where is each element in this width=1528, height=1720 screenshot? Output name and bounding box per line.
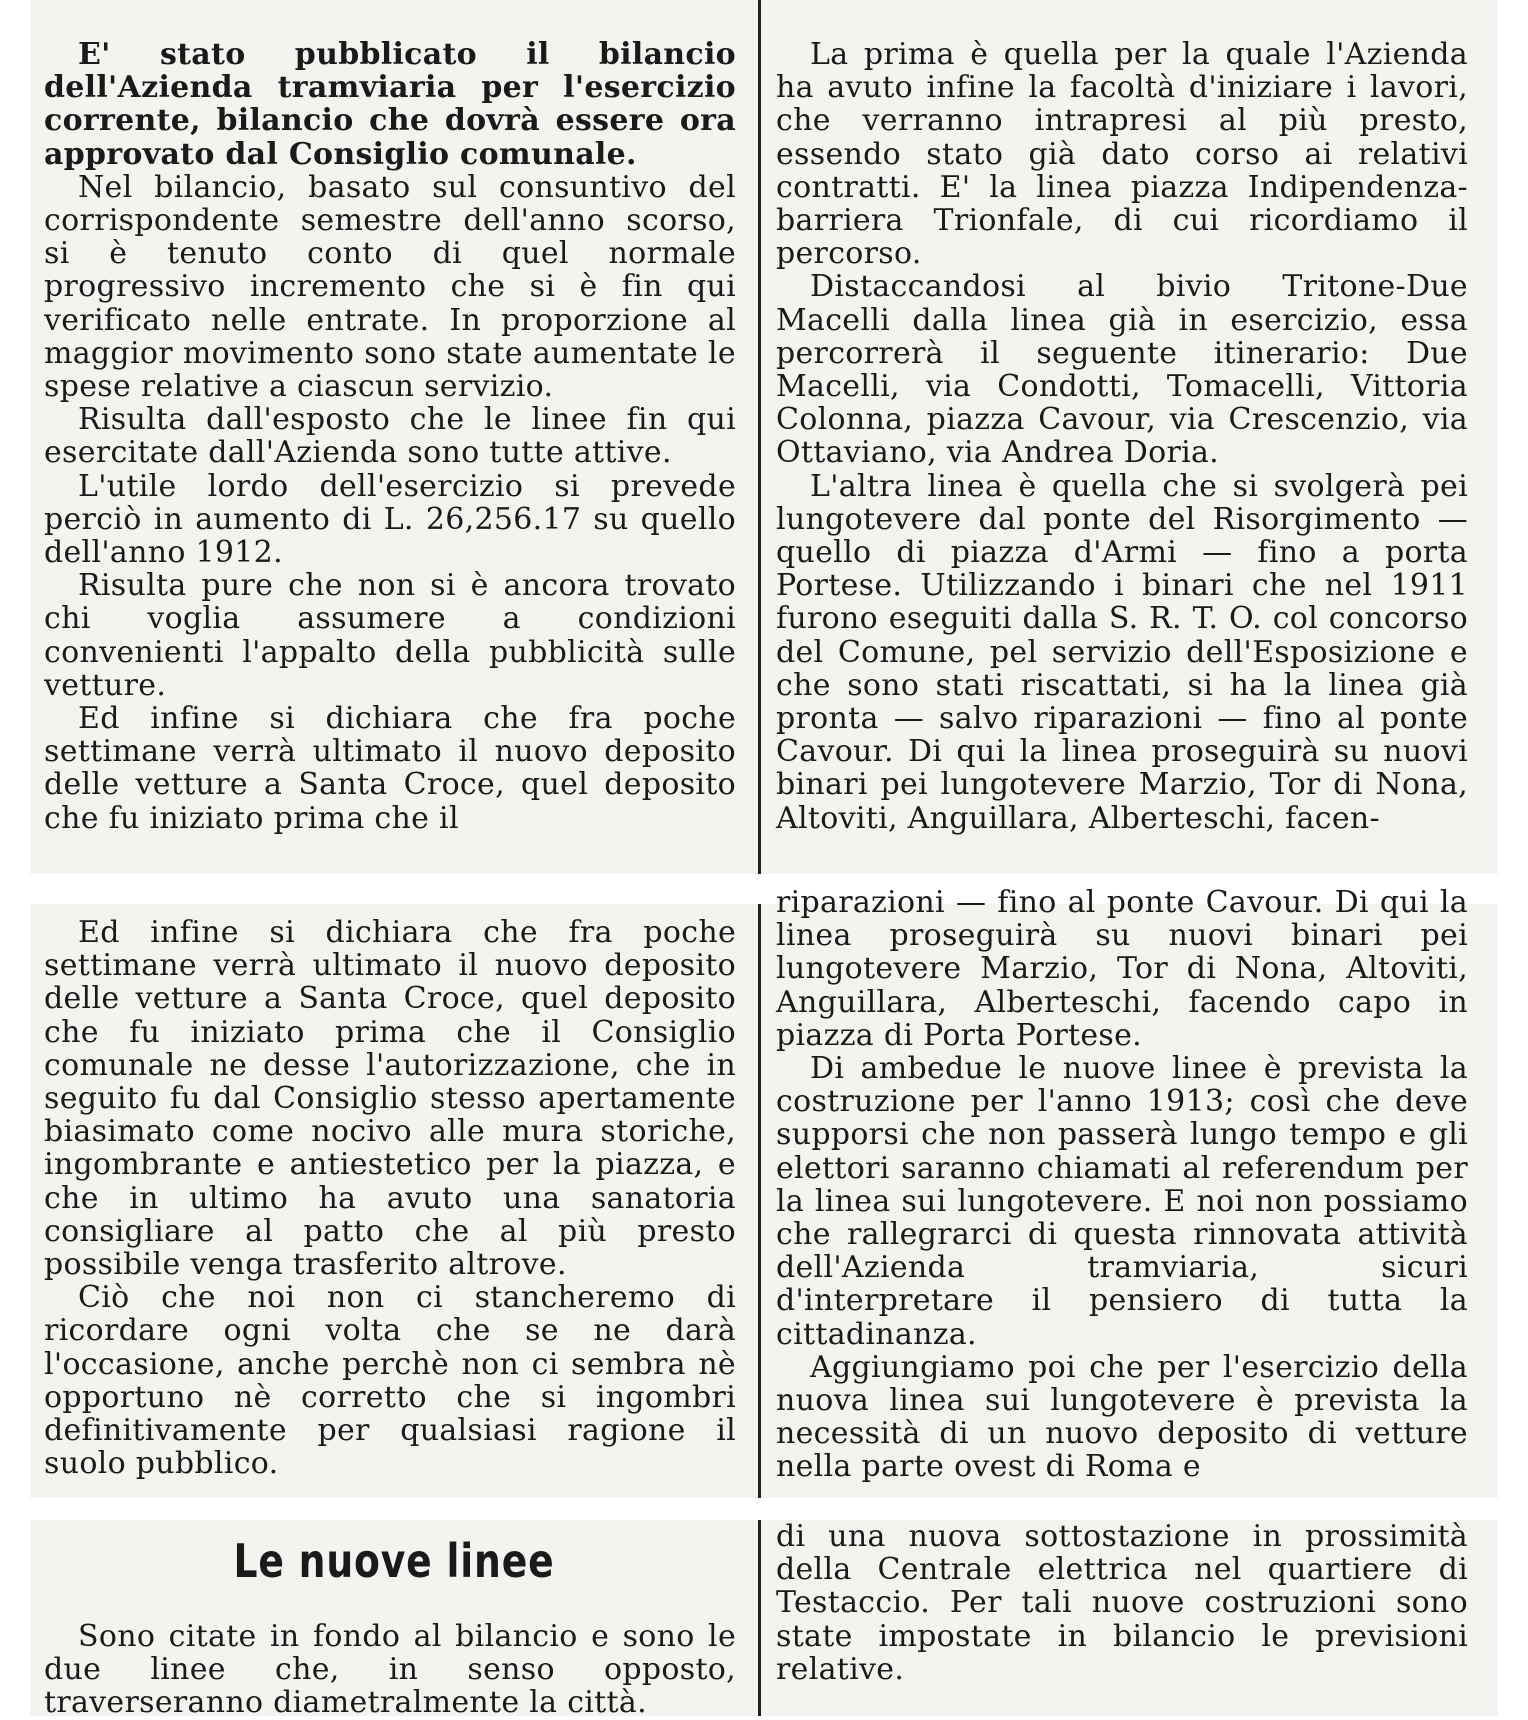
paragraph: Di ambedue le nuove linee è prevista la costruzione per l'anno 1913; così che deve supporsi che non passerà lungo tempo e gli elettori saranno chiamati al referendum per la linea sui lungotevere. E noi non possiamo che rallegrarci di questa rinnovata attività dell'Azienda tramviaria, sicuri d'interpretare il pensiero di tutta la cittadinanza.: [776, 1051, 1468, 1352]
left-column: [44, 38, 736, 835]
article-fragment-1: [30, 0, 1498, 874]
paragraph: Risulta dall'esposto che le linee fin qui esercitate dall'Azienda sono tutte attive.: [44, 402, 736, 471]
paragraph: Risulta pure che non si è ancora trovato chi voglia assumere a condizioni convenienti l'appalto della pubblicità sulle vetture.: [44, 568, 736, 703]
paragraph: Nel bilancio, basato sul consuntivo del corrispondente semestre dell'anno scorso, si è tenuto conto di quel normale progressivo incremento che si è fin qui verificato nelle entrate. In proporzione al maggior movimento sono state aumentate le spese relative a ciascun servizio.: [44, 169, 736, 405]
paragraph: Ciò che noi non ci stancheremo di ricordare ogni volta che se ne darà l'occasione, anche perchè non ci sembra nè opportuno nè corretto che si ingombri definitivamente per qualsiasi ragione il suolo pubblico.: [44, 1280, 736, 1482]
right-column: [776, 38, 1468, 835]
article-fragment-3: [30, 1519, 1498, 1720]
paragraph: Ed infine si dichiara che fra poche settimane verrà ultimato il nuovo deposito delle vetture a Santa Croce, quel deposito che fu iniziato prima che il: [44, 701, 736, 836]
right-column: [776, 886, 1468, 1484]
column-rule: [758, 0, 761, 874]
article-fragment-2: [30, 885, 1498, 1498]
paragraph: Ed infine si dichiara che fra poche settimane verrà ultimato il nuovo deposito delle vetture a Santa Croce, quel deposito che fu iniziato prima che il Consiglio comunale ne desse l'autorizzazione, che in seguito fu dal Consiglio stesso apertamente biasimato come nocivo alle mura storiche, ingombrante e antiestetico per la piazza, e che in ultimo ha avuto una sanatoria consigliare al patto che al più presto possibile venga trasferito altrove.: [44, 915, 736, 1283]
right-column: [776, 1520, 1468, 1686]
left-column: [44, 1620, 736, 1720]
column-rule: [758, 904, 761, 1498]
column-rule: [758, 1520, 761, 1716]
paragraph: riparazioni — fino al ponte Cavour. Di qui la linea proseguirà su nuovi binari pei lungotevere Marzio, Tor di Nona, Altoviti, Anguillara, Alberteschi, facendo capo in piazza di Porta Portese.: [776, 885, 1468, 1053]
paragraph: La prima è quella per la quale l'Azienda ha avuto infine la facoltà d'iniziare i lavori, che verranno intrapresi al più presto, essendo stato già dato corso ai relativi contratti. E' la linea piazza Indipendenza-barriera Trionfale, di cui ricordiamo il percorso.: [776, 37, 1468, 272]
paragraph: di una nuova sottostazione in prossimità della Centrale elettrica nel quartiere di Testaccio. Per tali nuove costruzioni sono state impostate in bilancio le previsioni relative.: [776, 1519, 1468, 1687]
paragraph: L'altra linea è quella che si svolgerà pei lungotevere dal ponte del Risorgimento — quello di piazza d'Armi — fino a porta Portese. Utilizzando i binari che nel 1911 furono eseguiti dalla S. R. T. O. col concorso del Comune, pel servizio dell'Esposizione e che sono stati riscattati, si ha la linea già pronta — salvo riparazioni — fino al ponte Cavour. Di qui la linea proseguirà su nuovi binari pei lungotevere Marzio, Tor di Nona, Altoviti, Anguillara, Alberteschi, facen-: [776, 468, 1468, 836]
section-headline: Le nuove linee: [233, 1534, 555, 1588]
paragraph: L'utile lordo dell'esercizio si prevede perciò in aumento di L. 26,256.17 su quello dell'anno 1912.: [44, 468, 736, 571]
paragraph: Sono citate in fondo al bilancio e sono le due linee che, in senso opposto, traverseranno diametralmente la città.: [44, 1619, 736, 1720]
paragraph: E' stato pubblicato il bilancio dell'Azienda tramviaria per l'esercizio corrente, bilancio che dovrà essere ora approvato dal Consiglio comunale.: [44, 37, 736, 172]
paragraph: Distaccandosi al bivio Tritone-Due Macelli dalla linea già in esercizio, essa percorrerà il seguente itinerario: Due Macelli, via Condotti, Tomacelli, Vittoria Colonna, piazza Cavour, via Crescenzio, via Ottaviano, via Andrea Doria.: [776, 269, 1468, 471]
left-column: [44, 916, 736, 1480]
paragraph: Aggiungiamo poi che per l'esercizio della nuova linea sui lungotevere è prevista la necessità di un nuovo deposito di vetture nella parte ovest di Roma e: [776, 1349, 1468, 1485]
